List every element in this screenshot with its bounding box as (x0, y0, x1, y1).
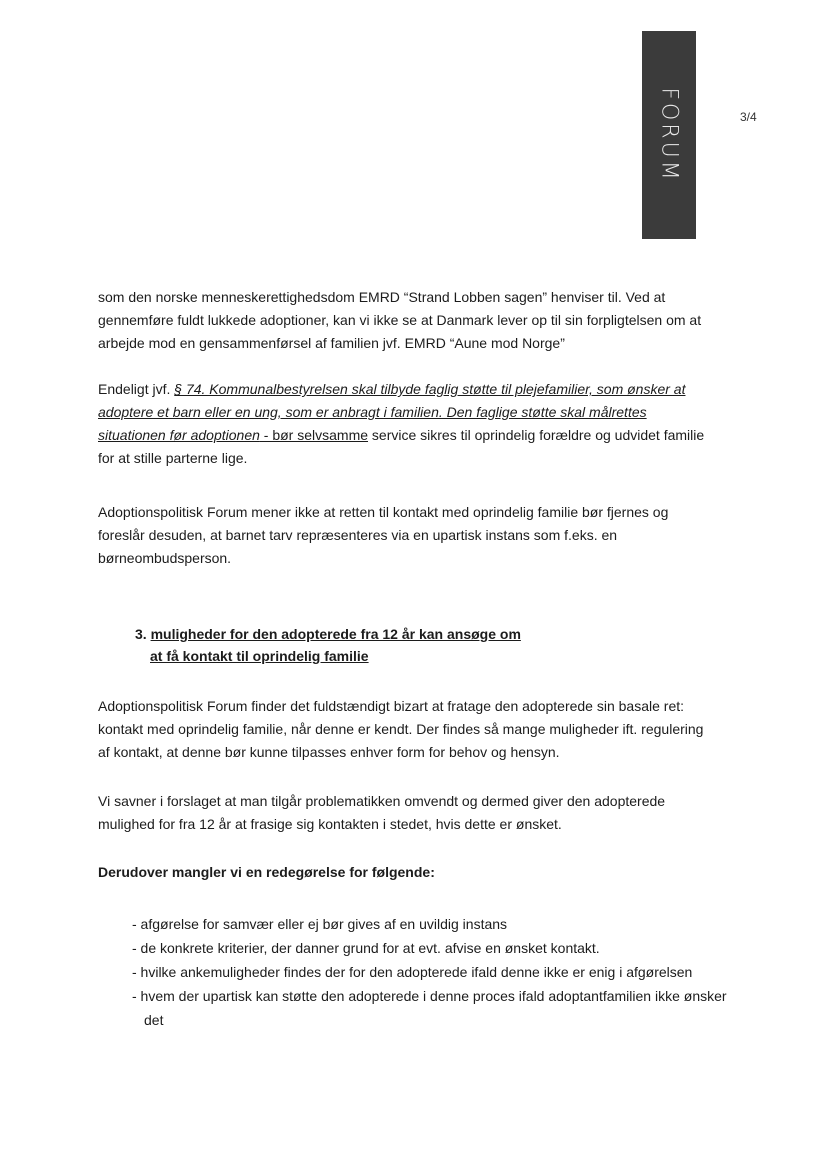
list-item: - hvem der upartisk kan støtte den adopterede i denne proces ifald adoptantfamilien ikke ønsker det (132, 988, 727, 1028)
requirements-list (132, 912, 732, 1032)
section-number: 3. (135, 626, 147, 642)
section-74-quote: § 74. Kommunalbestyrelsen skal tilbyde faglig støtte til plejefamilier, som ønsker at adoptere et barn eller en ung, som er anbragt i familien. Den faglige støtte skal målrettes situationen før adoptionen (98, 381, 686, 443)
paragraph-bizart: Adoptionspolitisk Forum finder det fuldstændigt bizart at fratage den adopterede sin basale ret: kontakt med oprindelig familie, når denne er kendt. Der findes så mange muligheder ift. regulering af kontakt, at denne bør kunne tilpasses enhver form for behov og hensyn. (98, 698, 704, 760)
paragraph-suffix: service sikres til oprindelig forældre og udvidet familie for at stille parterne lige. (98, 427, 705, 466)
forum-logo (642, 31, 696, 239)
list-item: - afgørelse for samvær eller ej bør gives af en uvildig instans (132, 916, 508, 932)
logo-text: FORUM (656, 87, 682, 183)
list-item: - hvilke ankemuligheder findes der for den adopterede ifald denne ikke er enig i afgørelsen (132, 964, 693, 980)
section-title-line2: at få kontakt til oprindelig familie (150, 648, 369, 664)
list-item: - de konkrete kriterier, der danner grund for at evt. afvise en ønsket kontakt. (132, 940, 600, 956)
bold-heading: Derudover mangler vi en redegørelse for følgende: (98, 864, 435, 880)
paragraph-strand-lobben: som den norske menneskerettighedsdom EMRD “Strand Lobben sagen” henviser til. Ved at gennemføre fuldt lukkede adoptioner, kan vi ikke se at Danmark lever op til sin forpligtelsen om at arbejde mod en gensammenførsel af familien jvf. EMRD “Aune mod Norge” (98, 289, 702, 351)
paragraph-forum-opinion: Adoptionspolitisk Forum mener ikke at retten til kontakt med oprindelig familie bør fjernes og foreslår desuden, at barnet tarv repræsenteres via en upartisk instans som f.eks. en børneombudsperson. (98, 504, 669, 566)
paragraph-section-74 (98, 378, 718, 470)
section-3-heading (135, 623, 575, 667)
paragraph-prefix: Endeligt jvf. (98, 381, 175, 397)
underlined-remark: - bør selvsamme (259, 427, 369, 443)
section-title-line1: muligheder for den adopterede fra 12 år kan ansøge om (150, 626, 521, 642)
page-number: 3/4 (740, 110, 757, 124)
paragraph-savner: Vi savner i forslaget at man tilgår problematikken omvendt og dermed giver den adopterede mulighed for fra 12 år at frasige sig kontakten i stedet, hvis dette er ønsket. (98, 793, 666, 832)
